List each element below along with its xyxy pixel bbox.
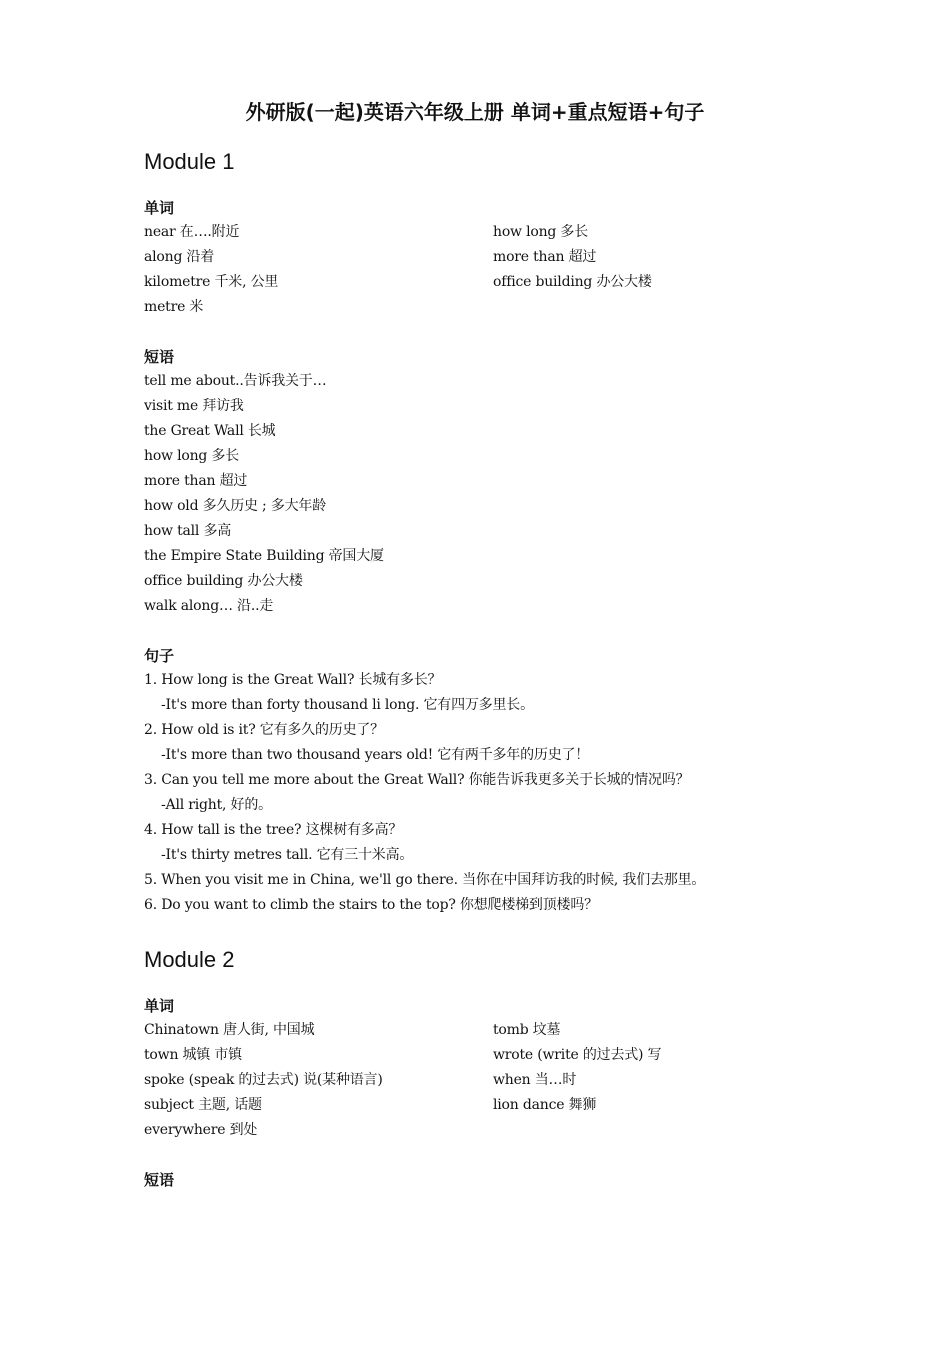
word-entry: town 城镇 市镇	[144, 1047, 242, 1063]
word-entry: near 在….附近	[144, 224, 240, 240]
phrase-entry: how tall 多高	[144, 523, 232, 539]
module-1-words-heading: 单词	[144, 199, 175, 217]
word-entry: spoke (speak 的过去式) 说(某种语言)	[144, 1072, 383, 1088]
phrase-entry: the Great Wall 长城	[144, 423, 276, 439]
module-1-heading: Module 1	[144, 149, 235, 174]
phrase-entry: how long 多长	[144, 448, 240, 464]
module-2-heading: Module 2	[144, 947, 235, 972]
phrase-entry: the Empire State Building 帝国大厦	[144, 548, 384, 564]
sentence-question: 6. Do you want to climb the stairs to the top? 你想爬楼梯到顶楼吗？	[144, 897, 598, 913]
phrase-entry: how old 多久历史 ; 多大年龄	[144, 498, 327, 514]
document-title: 外研版(一起)英语六年级上册 单词+重点短语+句子	[245, 100, 705, 124]
word-entry: metre 米	[144, 299, 204, 315]
module-2-words-heading: 单词	[144, 997, 175, 1015]
word-entry: more than 超过	[493, 249, 597, 265]
module-2-word-list	[144, 1018, 844, 1143]
word-entry: tomb 坟墓	[493, 1022, 561, 1038]
word-entry: kilometre 千米, 公里	[144, 274, 279, 290]
phrase-entry: visit me 拜访我	[144, 398, 244, 414]
sentence-question: 4. How tall is the tree? 这棵树有多高？	[144, 822, 403, 838]
sentence-question: 3. Can you tell me more about the Great Wall? 你能告诉我更多关于长城的情况吗？	[144, 772, 690, 788]
sentence-question: 1. How long is the Great Wall? 长城有多长？	[144, 672, 442, 688]
word-entry: Chinatown 唐人街, 中国城	[144, 1022, 315, 1038]
word-entry: how long 多长	[493, 224, 589, 240]
sentence-statement: 5. When you visit me in China, we'll go there. 当你在中国拜访我的时候, 我们去那里。	[144, 872, 706, 888]
phrase-entry: walk along… 沿..走	[144, 598, 274, 614]
module-1-word-list	[144, 220, 844, 320]
phrase-entry: more than 超过	[144, 473, 248, 489]
sentence-answer: -It's more than two thousand years old! 它有两千多年的历史了！	[161, 747, 590, 763]
module-1-phrases-heading: 短语	[144, 348, 175, 366]
sentence-question: 2. How old is it? 它有多久的历史了？	[144, 722, 384, 738]
word-entry: when 当…时	[493, 1072, 577, 1088]
phrase-entry: office building 办公大楼	[144, 573, 303, 589]
module-1-sentences-heading: 句子	[144, 647, 175, 665]
word-entry: lion dance 舞狮	[493, 1097, 597, 1113]
sentence-answer: -It's more than forty thousand li long. 它有四万多里长。	[161, 697, 534, 713]
module-1-phrase-list	[144, 369, 844, 619]
word-entry: subject 主题, 话题	[144, 1097, 262, 1113]
word-entry: along 沿着	[144, 249, 215, 265]
phrase-entry: tell me about..告诉我关于…	[144, 373, 327, 389]
module-1-sentence-list	[144, 668, 844, 918]
word-entry: everywhere 到处	[144, 1122, 258, 1138]
sentence-answer: -All right, 好的。	[161, 797, 272, 813]
sentence-answer: -It's thirty metres tall. 它有三十米高。	[161, 847, 414, 863]
module-2-phrases-heading: 短语	[144, 1171, 175, 1189]
word-entry: office building 办公大楼	[493, 274, 652, 290]
word-entry: wrote (write 的过去式) 写	[493, 1047, 662, 1063]
